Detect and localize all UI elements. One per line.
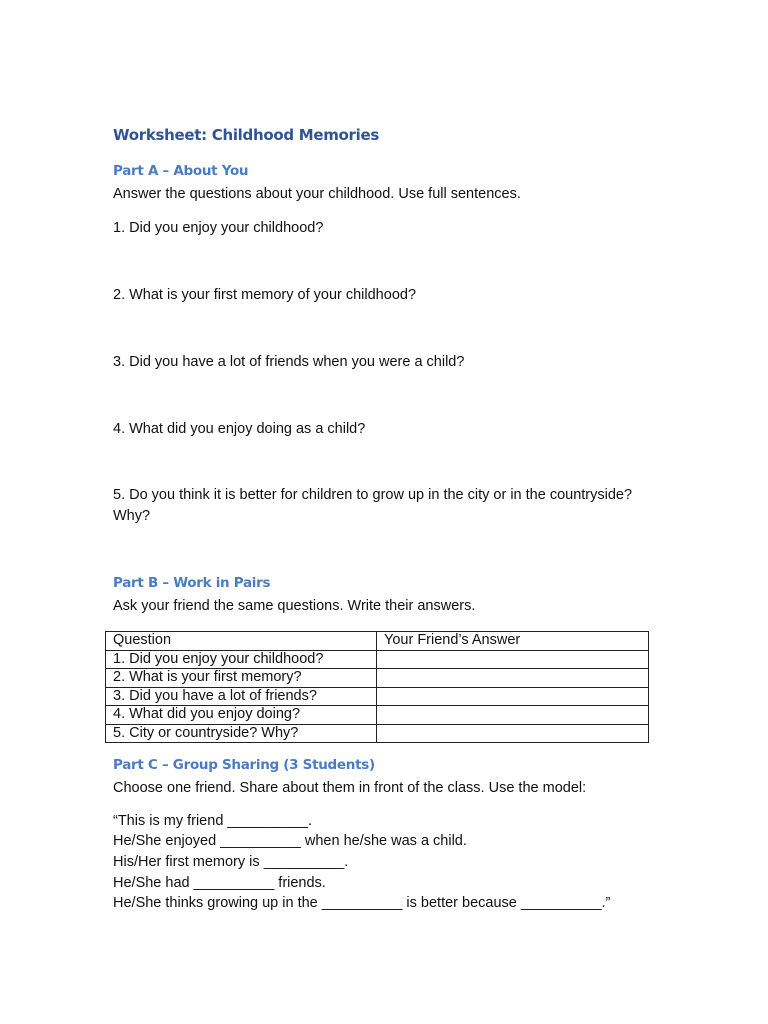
table-cell-question: 1. Did you enjoy your childhood? [106,650,377,669]
question-3: 3. Did you have a lot of friends when you were a child? [113,354,465,370]
table-row [106,687,649,706]
table-header-answer: Your Friend’s Answer [377,632,649,651]
table-cell-answer[interactable] [377,687,649,706]
table-cell-answer[interactable] [377,724,649,743]
question-5-continuation: Why? [113,508,151,524]
part-c-instruction: Choose one friend. Share about them in front of the class. Use the model: [113,780,587,796]
friend-answers-table [105,631,649,743]
part-a-heading: Part A – About You [113,163,249,179]
table-row [106,706,649,725]
model-line-2: He/She enjoyed __________ when he/she was a child. [113,833,467,849]
table-cell-question: 5. City or countryside? Why? [106,724,377,743]
table-cell-question: 2. What is your first memory? [106,669,377,688]
question-4: 4. What did you enjoy doing as a child? [113,421,366,437]
table-header-row [106,632,649,651]
table-row [106,650,649,669]
table-cell-answer[interactable] [377,706,649,725]
question-1: 1. Did you enjoy your childhood? [113,220,324,236]
part-a-instruction: Answer the questions about your childhood. Use full sentences. [113,186,521,202]
part-b-instruction: Ask your friend the same questions. Write their answers. [113,598,476,614]
table-header-question: Question [106,632,377,651]
part-c-heading: Part C – Group Sharing (3 Students) [113,757,375,773]
table-cell-answer[interactable] [377,650,649,669]
question-2: 2. What is your first memory of your childhood? [113,287,417,303]
table-row [106,669,649,688]
model-line-4: He/She had __________ friends. [113,875,326,891]
table-cell-question: 4. What did you enjoy doing? [106,706,377,725]
model-line-1: “This is my friend __________. [113,813,313,829]
table-cell-question: 3. Did you have a lot of friends? [106,687,377,706]
table-row [106,724,649,743]
table-cell-answer[interactable] [377,669,649,688]
question-5: 5. Do you think it is better for children to grow up in the city or in the countryside? [113,487,633,503]
model-line-5: He/She thinks growing up in the __________ is better because __________.” [113,895,611,911]
worksheet-title: Worksheet: Childhood Memories [113,126,379,144]
part-b-heading: Part B – Work in Pairs [113,575,271,591]
model-line-3: His/Her first memory is __________. [113,854,349,870]
